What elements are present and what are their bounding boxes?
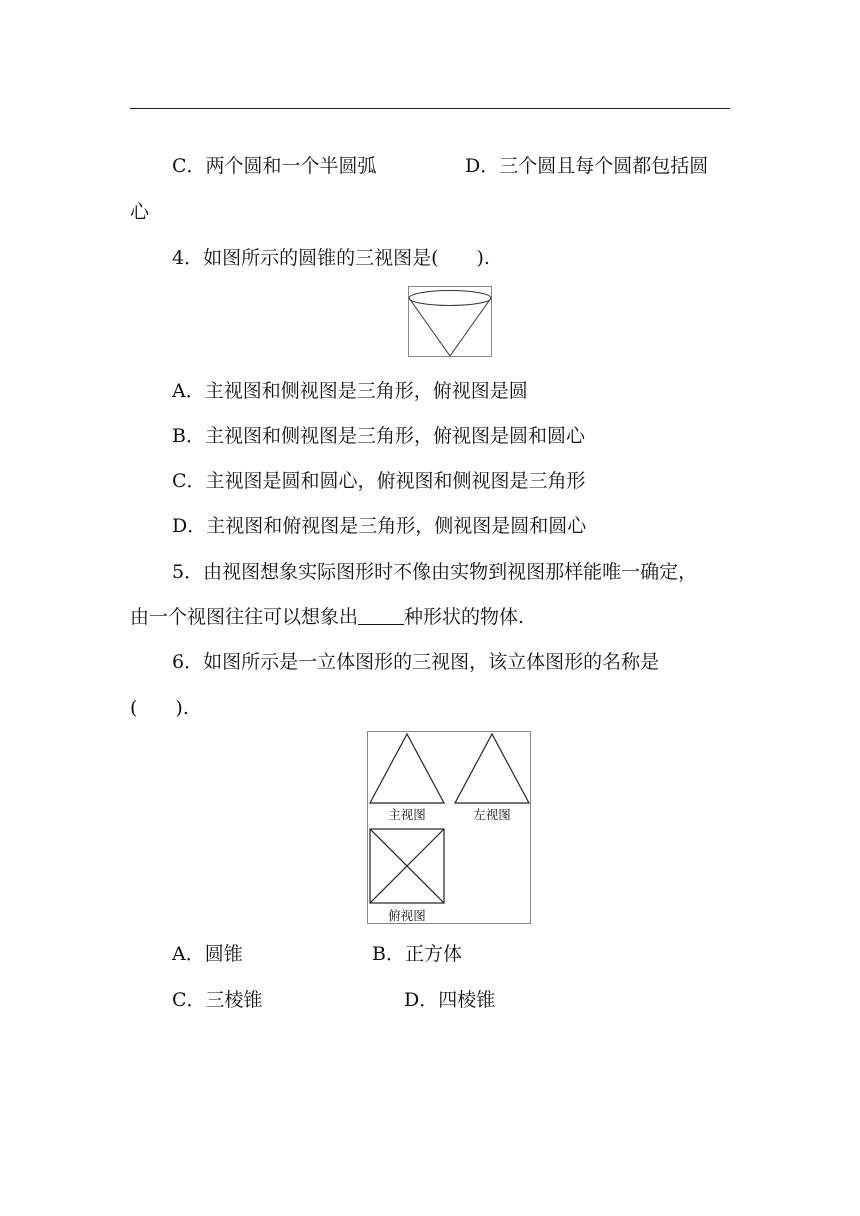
front-view-label: 主视图: [388, 807, 426, 822]
q5-line2-pre: 由一个视图往往可以想象出: [130, 606, 359, 628]
q6-line1: 6．如图所示是一立体图形的三视图，该立体图形的名称是: [172, 651, 660, 673]
top-view-label: 俯视图: [388, 908, 426, 923]
q3-option-c: C．两个圆和一个半圆弧: [172, 155, 377, 177]
side-view-label: 左视图: [473, 807, 511, 822]
answer-blank: [358, 606, 404, 625]
front-view-triangle: [370, 734, 444, 803]
q3-option-d: D．三个圆且每个圆都包括圆: [465, 155, 709, 177]
top-view-square: [370, 829, 444, 903]
q5-line1: 5．由视图想象实际图形时不像由实物到视图那样能唯一确定，: [172, 561, 698, 583]
q6-option-b: B．正方体: [372, 943, 462, 965]
q6-option-a: A．圆锥: [172, 943, 243, 965]
header-rule: [130, 108, 730, 109]
q4-option-c: C．主视图是圆和圆心，俯视图和侧视图是三角形: [172, 470, 586, 492]
q4-option-a: A．主视图和侧视图是三角形，俯视图是圆: [172, 380, 528, 402]
q5-line2-post: 种形状的物体.: [404, 606, 525, 628]
q4-option-d: D．主视图和俯视图是三角形，侧视图是圆和圆心: [172, 515, 587, 537]
side-view-triangle: [455, 734, 529, 803]
q5-line2: [130, 605, 524, 629]
q6-option-c: C．三棱锥: [172, 989, 263, 1011]
q3-option-d-wrap: 心: [130, 201, 150, 223]
q4-option-b: B．主视图和侧视图是三角形，俯视图是圆和圆心: [172, 425, 585, 447]
three-views-figure: [367, 731, 531, 925]
q6-option-d: D．四棱锥: [404, 989, 496, 1011]
cone-figure: [408, 286, 492, 358]
q4-stem: 4．如图所示的圆锥的三视图是( ).: [172, 247, 490, 269]
q6-line2: ( ).: [130, 697, 189, 719]
